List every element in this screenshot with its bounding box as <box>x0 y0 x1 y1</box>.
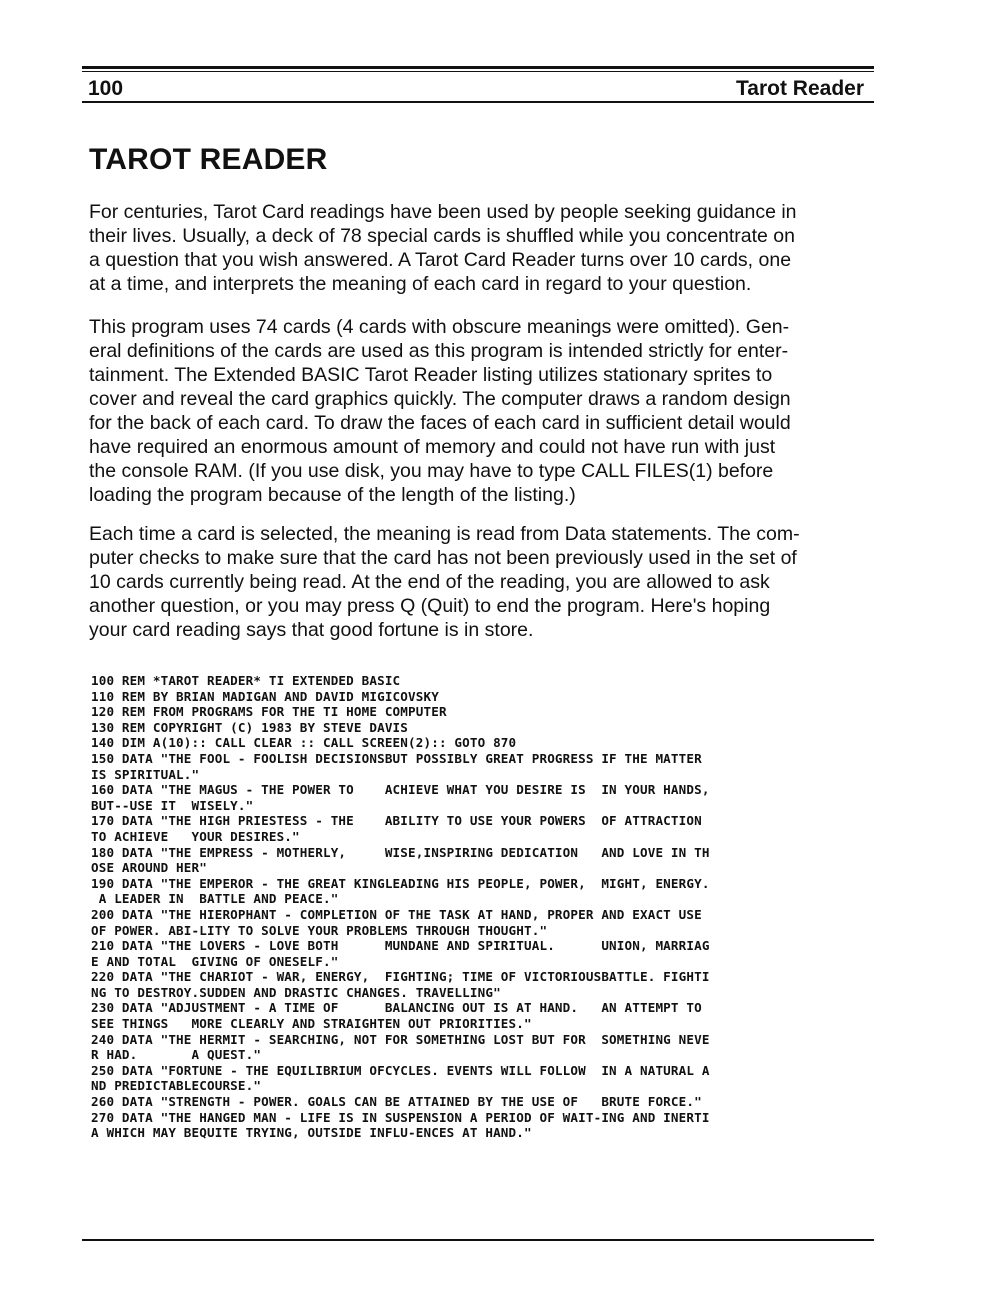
code-line: 160 DATA "THE MAGUS - THE POWER TO ACHIEVE WHAT YOU DESIRE IS IN YOUR HANDS, <box>91 782 710 798</box>
code-line: 110 REM BY BRIAN MADIGAN AND DAVID MIGICOVSKY <box>91 688 439 704</box>
code-line: IS SPIRITUAL." <box>91 766 200 782</box>
paragraph-line: This program uses 74 cards (4 cards with obscure meanings were omitted). Gen- <box>89 316 790 338</box>
code-line: A LEADER IN BATTLE AND PEACE." <box>91 891 339 907</box>
page-title: TAROT READER <box>89 143 328 176</box>
code-line: E AND TOTAL GIVING OF ONESELF." <box>91 953 339 969</box>
code-line: OF POWER. ABI-LITY TO SOLVE YOUR PROBLEMS THROUGH THOUGHT." <box>91 922 548 938</box>
code-line: OSE AROUND HER" <box>91 860 207 876</box>
paragraph-line: another question, or you may press Q (Quit) to end the program. Here's hoping <box>89 595 771 617</box>
code-line: 190 DATA "THE EMPEROR - THE GREAT KINGLEADING HIS PEOPLE, POWER, MIGHT, ENERGY. <box>91 875 710 891</box>
paragraph-line: their lives. Usually, a deck of 78 special cards is shuffled while you concentrate on <box>89 225 795 247</box>
code-line: SEE THINGS MORE CLEARLY AND STRAIGHTEN OUT PRIORITIES." <box>91 1016 532 1032</box>
running-header <box>88 77 864 101</box>
header-rule-thin <box>82 71 874 72</box>
paragraph-program-description <box>89 315 871 507</box>
code-line: NG TO DESTROY.SUDDEN AND DRASTIC CHANGES. TRAVELLING" <box>91 984 501 1000</box>
code-line: 220 DATA "THE CHARIOT - WAR, ENERGY, FIGHTING; TIME OF VICTORIOUSBATTLE. FIGHTI <box>91 969 710 985</box>
code-line: R HAD. A QUEST." <box>91 1047 262 1063</box>
code-line: 150 DATA "THE FOOL - FOOLISH DECISIONSBUT POSSIBLY GREAT PROGRESS IF THE MATTER <box>91 750 702 766</box>
code-line: 210 DATA "THE LOVERS - LOVE BOTH MUNDANE AND SPIRITUAL. UNION, MARRIAG <box>91 938 710 954</box>
header-underline <box>82 101 874 103</box>
code-line: 170 DATA "THE HIGH PRIESTESS - THE ABILITY TO USE YOUR POWERS OF ATTRACTION <box>91 813 702 829</box>
code-line: 130 REM COPYRIGHT (C) 1983 BY STEVE DAVIS <box>91 719 409 735</box>
code-line: 240 DATA "THE HERMIT - SEARCHING, NOT FOR SOMETHING LOST BUT FOR SOMETHING NEVE <box>91 1031 710 1047</box>
code-line: 100 REM *TAROT READER* TI EXTENDED BASIC <box>91 673 401 688</box>
code-line: 260 DATA "STRENGTH - POWER. GOALS CAN BE ATTAINED BY THE USE OF BRUTE FORCE." <box>91 1094 702 1110</box>
footer-rule <box>82 1239 874 1241</box>
paragraph-intro <box>89 200 871 296</box>
paragraph-line: for the back of each card. To draw the faces of each card in sufficient detail would <box>89 412 791 434</box>
paragraph-card-selection <box>89 522 871 642</box>
code-line: BUT--USE IT WISELY." <box>91 797 254 813</box>
code-line: 270 DATA "THE HANGED MAN - LIFE IS IN SUSPENSION A PERIOD OF WAIT-ING AND INERTI <box>91 1109 710 1125</box>
paragraph-line: a question that you wish answered. A Tarot Card Reader turns over 10 cards, one <box>89 249 792 271</box>
paragraph-line: Each time a card is selected, the meaning is read from Data statements. The com- <box>89 523 800 545</box>
code-line: 120 REM FROM PROGRAMS FOR THE TI HOME COMPUTER <box>91 704 447 720</box>
paragraph-line: the console RAM. (If you use disk, you may have to type CALL FILES(1) before <box>89 460 774 482</box>
paragraph-line: puter checks to make sure that the card has not been previously used in the set of <box>89 547 797 569</box>
paragraph-line: your card reading says that good fortune is in store. <box>89 619 534 641</box>
code-line: A WHICH MAY BEQUITE TRYING, OUTSIDE INFLU-ENCES AT HAND." <box>91 1125 532 1141</box>
paragraph-line: For centuries, Tarot Card readings have been used by people seeking guidance in <box>89 201 797 223</box>
paragraph-line: eral definitions of the cards are used as this program is intended strictly for enter- <box>89 340 789 362</box>
page-number: 100 <box>88 77 124 100</box>
paragraph-line: cover and reveal the card graphics quickly. The computer draws a random design <box>89 388 791 410</box>
paragraph-line: at a time, and interprets the meaning of each card in regard to your question. <box>89 273 752 295</box>
code-line: 180 DATA "THE EMPRESS - MOTHERLY, WISE,INSPIRING DEDICATION AND LOVE IN TH <box>91 844 710 860</box>
code-line: 140 DIM A(10):: CALL CLEAR :: CALL SCREEN(2):: GOTO 870 <box>91 735 517 751</box>
paragraph-line: 10 cards currently being read. At the end of the reading, you are allowed to ask <box>89 571 770 593</box>
paragraph-line: tainment. The Extended BASIC Tarot Reader listing utilizes stationary sprites to <box>89 364 773 386</box>
code-line: ND PREDICTABLECOURSE." <box>91 1078 262 1094</box>
code-line: TO ACHIEVE YOUR DESIRES." <box>91 828 300 844</box>
code-line: 250 DATA "FORTUNE - THE EQUILIBRIUM OFCYCLES. EVENTS WILL FOLLOW IN A NATURAL A <box>91 1062 710 1078</box>
running-title: Tarot Reader <box>736 77 864 100</box>
code-line: 200 DATA "THE HIEROPHANT - COMPLETION OF THE TASK AT HAND, PROPER AND EXACT USE <box>91 906 702 922</box>
paragraph-line: have required an enormous amount of memory and could not have run with just <box>89 436 776 458</box>
header-rule-thick <box>82 66 874 69</box>
code-line: 230 DATA "ADJUSTMENT - A TIME OF BALANCING OUT IS AT HAND. AN ATTEMPT TO <box>91 1000 702 1016</box>
paragraph-line: loading the program because of the length of the listing.) <box>89 484 576 506</box>
code-listing <box>91 673 871 1141</box>
